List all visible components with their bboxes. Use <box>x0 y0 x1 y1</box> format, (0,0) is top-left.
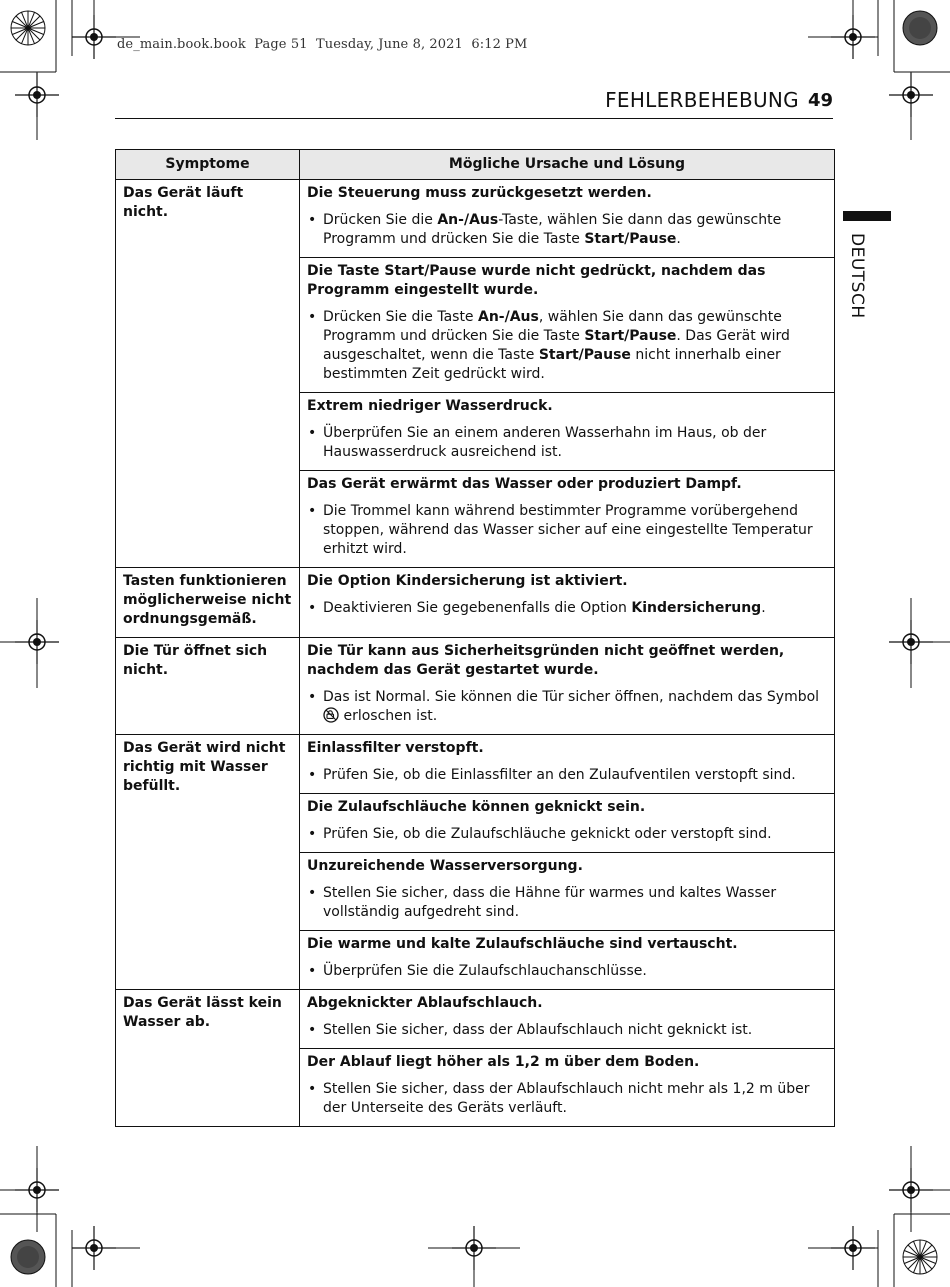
cause-title: Die Option Kindersicherung ist aktiviert. <box>307 573 628 589</box>
solution-text: Drücken Sie die Taste <box>323 309 478 325</box>
solution-text: -Taste, wählen Sie dann das gewünschte Programm und drücken Sie die Taste <box>323 212 782 247</box>
table-row <box>116 568 835 638</box>
page-number: 49 <box>807 90 833 111</box>
troubleshooting-table <box>115 149 835 1127</box>
cause-title: Die Taste Start/Pause wurde nicht gedrückt, nachdem das Programm eingestellt wurde. <box>307 263 766 298</box>
cause-title: Das Gerät erwärmt das Wasser oder produziert Dampf. <box>307 476 742 492</box>
cause-cell <box>300 931 835 990</box>
solution-text: Stellen Sie sicher, dass der Ablaufschlauch nicht mehr als 1,2 m über der Unterseite des Geräts verläuft. <box>323 1081 810 1116</box>
button-name: Start/Pause <box>584 231 677 247</box>
symptom-cell: Das Gerät lässt kein Wasser ab. <box>116 990 300 1127</box>
symptom-cell: Tasten funktionieren möglicherweise nicht ordnungsgemäß. <box>116 568 300 638</box>
bullet-glyph: • <box>308 963 317 979</box>
cause-cell <box>300 258 835 393</box>
table-row <box>116 638 835 735</box>
solution-item <box>307 688 827 726</box>
symptom-cell: Das Gerät läuft nicht. <box>116 180 300 568</box>
bullet-glyph: • <box>308 767 317 783</box>
solution-text: . <box>761 600 766 616</box>
cause-title: Die warme und kalte Zulaufschläuche sind vertauscht. <box>307 936 738 952</box>
table-row <box>116 180 835 258</box>
bullet-glyph: • <box>308 309 317 325</box>
solution-text: Die Trommel kann während bestimmter Programme vorübergehend stoppen, während das Wasser sicher auf eine eingestellte Temperatur erhitzt wird. <box>323 503 813 557</box>
solution-text: Deaktivieren Sie gegebenenfalls die Option <box>323 600 632 616</box>
cause-cell <box>300 794 835 853</box>
cause-title: Der Ablauf liegt höher als 1,2 m über dem Boden. <box>307 1054 700 1070</box>
table-row <box>116 990 835 1049</box>
cause-cell <box>300 180 835 258</box>
solution-text: nicht innerhalb einer bestimmten Zeit gedrückt wird. <box>323 347 781 382</box>
language-tab-label: DEUTSCH <box>847 233 867 319</box>
solution-text: . Das Gerät wird ausgeschaltet, wenn die Taste <box>323 328 790 363</box>
cause-title: Die Steuerung muss zurückgesetzt werden. <box>307 185 652 201</box>
solution-text: Stellen Sie sicher, dass die Hähne für warmes und kaltes Wasser vollständig aufgedreht sind. <box>323 885 777 920</box>
cause-cell <box>300 990 835 1049</box>
solution-text: Überprüfen Sie an einem anderen Wasserhahn im Haus, ob der Hauswasserdruck ausreichend ist. <box>323 425 767 460</box>
print-slug-line: de_main.book.book Page 51 Tuesday, June 8, 2021 6:12 PM <box>117 37 528 52</box>
bullet-glyph: • <box>308 689 317 705</box>
bullet-glyph: • <box>308 826 317 842</box>
cause-cell <box>300 735 835 794</box>
cause-cell <box>300 568 835 638</box>
button-name: Start/Pause <box>538 347 631 363</box>
solution-item <box>307 424 827 462</box>
cause-title: Extrem niedriger Wasserdruck. <box>307 398 553 414</box>
solution-item <box>307 502 827 559</box>
solution-text: Überprüfen Sie die Zulaufschlauchanschlüsse. <box>323 963 647 979</box>
button-name: An-/Aus <box>437 212 499 228</box>
solution-item <box>307 1080 827 1118</box>
solution-item <box>307 766 827 785</box>
button-name: An-/Aus <box>478 309 539 325</box>
cause-cell <box>300 853 835 931</box>
cause-cell <box>300 393 835 471</box>
symptom-cell: Das Gerät wird nicht richtig mit Wasser befüllt. <box>116 735 300 990</box>
cause-title: Abgeknickter Ablaufschlauch. <box>307 995 543 1011</box>
bullet-glyph: • <box>308 503 317 519</box>
cause-cell <box>300 471 835 568</box>
solution-item <box>307 962 827 981</box>
table-row <box>116 735 835 794</box>
solution-text: . <box>676 231 681 247</box>
bullet-glyph: • <box>308 212 317 228</box>
solution-text: Prüfen Sie, ob die Zulaufschläuche geknickt oder verstopft sind. <box>323 826 772 842</box>
solution-item <box>307 884 827 922</box>
bullet-glyph: • <box>308 600 317 616</box>
solution-text: Prüfen Sie, ob die Einlassfilter an den Zulaufventilen verstopft sind. <box>323 767 796 783</box>
column-header-symptoms: Symptome <box>116 150 300 180</box>
bullet-glyph: • <box>308 885 317 901</box>
column-header-cause-solution: Mögliche Ursache und Lösung <box>300 150 835 180</box>
cause-title: Die Tür kann aus Sicherheitsgründen nicht geöffnet werden, nachdem das Gerät gestartet wurde. <box>307 643 785 678</box>
solution-item <box>307 1021 827 1040</box>
option-name: Kindersicherung <box>631 600 762 616</box>
solution-text: Drücken Sie die <box>323 212 438 228</box>
bullet-glyph: • <box>308 1022 317 1038</box>
cause-title: Unzureichende Wasserversorgung. <box>307 858 583 874</box>
symptom-cell: Die Tür öffnet sich nicht. <box>116 638 300 735</box>
button-name: Start/Pause <box>584 328 677 344</box>
cause-cell <box>300 1049 835 1127</box>
door-lock-icon <box>323 707 339 723</box>
cause-title: Einlassfilter verstopft. <box>307 740 484 756</box>
page-header <box>115 88 833 119</box>
solution-item <box>307 308 827 384</box>
solution-text: Stellen Sie sicher, dass der Ablaufschlauch nicht geknickt ist. <box>323 1022 753 1038</box>
solution-item <box>307 211 827 249</box>
solution-text: erloschen ist. <box>343 708 438 724</box>
solution-text: , wählen Sie dann das gewünschte Programm und drücken Sie die Taste <box>323 309 782 344</box>
solution-item <box>307 599 827 618</box>
section-title: FEHLERBEHEBUNG <box>605 88 799 112</box>
solution-item <box>307 825 827 844</box>
cause-title: Die Zulaufschläuche können geknickt sein. <box>307 799 646 815</box>
table-header-row <box>116 150 835 180</box>
bullet-glyph: • <box>308 1081 317 1097</box>
cause-cell <box>300 638 835 735</box>
language-tab-bar <box>843 211 891 221</box>
solution-text: Das ist Normal. Sie können die Tür sicher öffnen, nachdem das Symbol <box>323 689 820 705</box>
bullet-glyph: • <box>308 425 317 441</box>
